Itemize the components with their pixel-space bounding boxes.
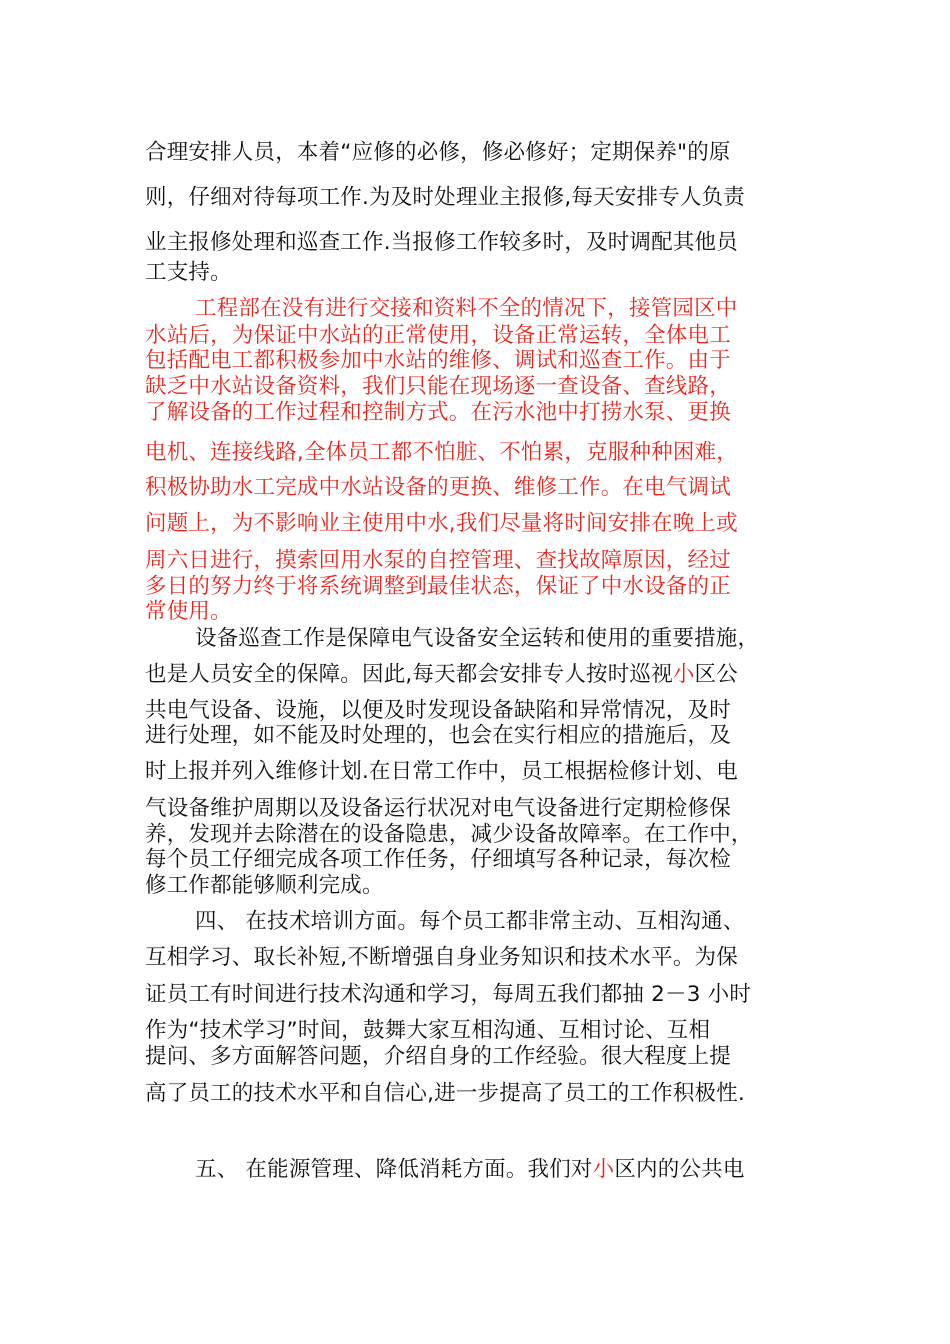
highlighted-text: 小 (672, 662, 695, 687)
highlighted-text: 积极协助水工完成中水站设备的更换、维修工作。在电气调试 (145, 475, 731, 500)
highlighted-text: 水站后，为保证中水站的正常使用，设备正常运转，全体电工 (145, 323, 731, 348)
highlighted-text: 工程部在没有进行交接和资料不全的情况下，接管园区中 (195, 296, 738, 321)
text-segment: 业主报修处理和巡查工作.当报修工作较多时，及时调配其他员 (145, 230, 738, 255)
text-segment: 养，发现并去除潜在的设备隐患，减少设备故障率。在工作中， (145, 822, 753, 847)
highlighted-text: 了解设备的工作过程和控制方式。在污水池中打捞水泵、更换 (145, 400, 731, 425)
text-line (0, 1042, 950, 1072)
text-line (0, 1155, 950, 1185)
text-segment: 工支持。 (145, 260, 232, 285)
text-segment: 作为“技术学习”时间，鼓舞大家互相沟通、互相讨论、互相 (145, 1018, 711, 1043)
text-segment: 区内的公共电 (614, 1157, 745, 1182)
text-line (0, 258, 950, 288)
text-line (0, 597, 950, 627)
text-line (0, 757, 950, 787)
text-line (0, 907, 950, 937)
text-segment: 提问、多方面解答问题，介绍自身的工作经验。很大程度上提 (145, 1044, 731, 1069)
text-segment: 高了员工的技术水平和自信心,进一步提高了员工的工作积极性. (145, 1081, 745, 1106)
text-line (0, 228, 950, 258)
highlighted-text: 常使用。 (145, 599, 232, 624)
text-segment: 共电气设备、设施，以便及时发现设备缺陷和异常情况，及时 (145, 698, 731, 723)
highlighted-text: 小 (592, 1157, 615, 1182)
text-line (0, 473, 950, 503)
text-line (0, 138, 950, 168)
text-line (0, 624, 950, 654)
text-line (0, 871, 950, 901)
text-line (0, 183, 950, 213)
highlighted-text: 电机、连接线路,全体员工都不怕脏、不怕累，克服种种困难， (145, 440, 738, 465)
text-line (0, 721, 950, 751)
text-segment: 修工作都能够顺利完成。 (145, 873, 384, 898)
text-segment: 每个员工仔细完成各项工作任务，仔细填写各种记录，每次检 (145, 847, 731, 872)
text-segment: 五、 在能源管理、降低消耗方面。我们对 (195, 1157, 593, 1182)
text-line (0, 509, 950, 539)
text-segment: 四、 在技术培训方面。每个员工都非常主动、互相沟通、 (195, 909, 745, 934)
text-segment: 设备巡查工作是保障电气设备安全运转和使用的重要措施， (195, 626, 760, 651)
text-segment: 证员工有时间进行技术沟通和学习，每周五我们都抽 2－3 小时 (145, 982, 752, 1007)
text-line (0, 438, 950, 468)
text-segment: 进行处理，如不能及时处理的，也会在实行相应的措施后，及 (145, 723, 731, 748)
text-line (0, 980, 950, 1010)
highlighted-text: 缺乏中水站设备资料，我们只能在现场逐一查设备、查线路， (145, 374, 731, 399)
text-segment: 区公 (694, 662, 738, 687)
text-line (0, 294, 950, 324)
text-line (0, 398, 950, 428)
text-segment: 也是人员安全的保障。因此,每天都会安排专人按时巡视 (145, 662, 673, 687)
highlighted-text: 问题上，为不影响业主使用中水,我们尽量将时间安排在晚上或 (145, 511, 738, 536)
text-line (0, 1079, 950, 1109)
text-line (0, 943, 950, 973)
text-segment: 则，仔细对待每项工作.为及时处理业主报修,每天安排专人负责 (145, 185, 745, 210)
text-segment: 气设备维护周期以及设备运行状况对电气设备进行定期检修保 (145, 796, 731, 821)
text-line (0, 660, 950, 690)
highlighted-text: 多日的努力终于将系统调整到最佳状态，保证了中水设备的正 (145, 574, 731, 599)
text-segment: 时上报并列入维修计划.在日常工作中，员工根据检修计划、电 (145, 759, 738, 784)
highlighted-text: 周六日进行，摸索回用水泵的自控管理、查找故障原因，经过 (145, 548, 731, 573)
text-segment: 互相学习、取长补短,不断增强自身业务知识和技术水平。为保 (145, 945, 738, 970)
text-segment: 合理安排人员，本着“应修的必修，修必修好；定期保养"的原 (145, 140, 731, 165)
highlighted-text: 包括配电工都积极参加中水站的维修、调试和巡查工作。由于 (145, 348, 731, 373)
